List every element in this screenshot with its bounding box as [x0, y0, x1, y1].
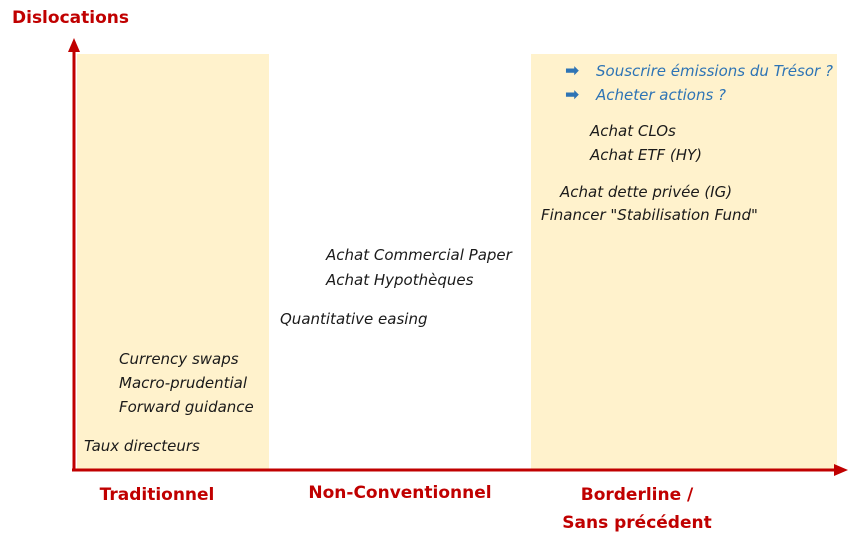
category-borderline-line1: Borderline /: [580, 485, 694, 505]
quantitative-easing-label: Quantitative easing: [280, 310, 428, 328]
treasury-question-label: Souscrire émissions du Trésor ?: [596, 62, 833, 80]
macro-prudential-label: Macro-prudential: [119, 374, 247, 392]
commercial-paper-label: Achat Commercial Paper: [326, 246, 512, 264]
stabilisation-fund-label: Financer "Stabilisation Fund": [541, 206, 758, 224]
achat-clos-label: Achat CLOs: [590, 122, 676, 140]
achat-etf-label: Achat ETF (HY): [590, 146, 703, 164]
category-non-conventionnel: Non-Conventionnel: [308, 483, 492, 503]
category-borderline-line2: Sans précédent: [562, 513, 712, 533]
category-traditionnel: Traditionnel: [99, 485, 215, 505]
currency-swaps-label: Currency swaps: [119, 350, 239, 368]
hypotheques-label: Achat Hypothèques: [326, 271, 474, 289]
x-axis-arrowhead: [834, 464, 848, 476]
forward-guidance-label: Forward guidance: [119, 398, 254, 416]
taux-directeurs-label: Taux directeurs: [84, 437, 200, 455]
y-axis-arrowhead: [68, 38, 80, 52]
dette-privee-label: Achat dette privée (IG): [560, 183, 733, 201]
y-axis-label: Dislocations: [12, 8, 129, 28]
arrow-right-icon: ➡: [565, 85, 580, 105]
equities-question-label: Acheter actions ?: [596, 86, 727, 104]
arrow-right-icon: ➡: [565, 61, 580, 81]
